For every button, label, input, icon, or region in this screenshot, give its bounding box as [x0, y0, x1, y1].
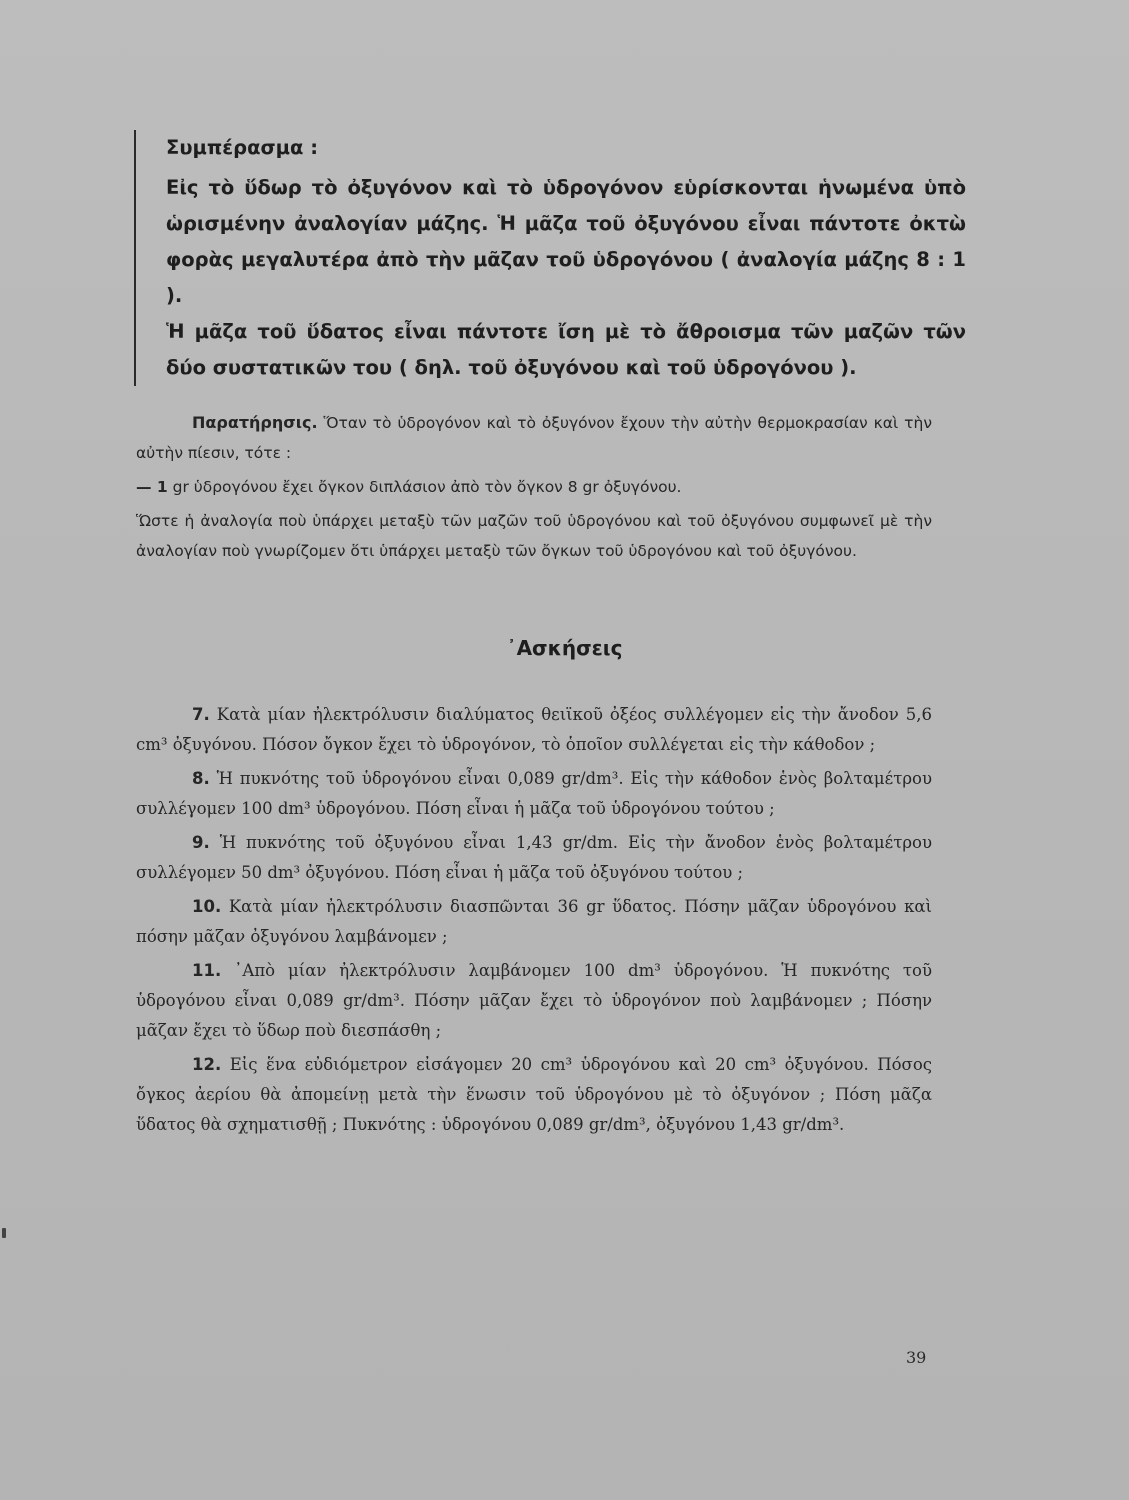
page-number: 39 [906, 1348, 927, 1367]
exercise-item [136, 1050, 932, 1140]
observation-line-2 [136, 472, 932, 502]
exercise-item [136, 700, 932, 760]
exercise-item [136, 764, 932, 824]
conclusion-paragraph-2: Ἡ μᾶζα τοῦ ὕδατος εἶναι πάντοτε ἴση μὲ τὸ ἄθροισμα τῶν μαζῶν τῶν δύο συστατικῶν του ( δηλ. τοῦ ὀξυγόνου καὶ τοῦ ὑδρογόνου ). [166, 320, 966, 379]
exercise-number: 8. [192, 769, 210, 788]
exercise-text: ᾿Απὸ μίαν ἠλεκτρόλυσιν λαμβάνομεν 100 dm³ ὑδρογόνου. Ἡ πυκνότης τοῦ ὑδρογόνου εἶναι 0,089 gr/dm³. Πόσην μᾶζαν ἔχει τὸ ὑδρογόνον ποὺ λαμβάνομεν ; Πόσην μᾶζαν ἔχει τὸ ὕδωρ ποὺ διεσπάσθη ; [136, 961, 932, 1040]
observation-text-3: Ὥστε ἡ ἀναλογία ποὺ ὑπάρχει μεταξὺ τῶν μαζῶν τοῦ ὑδρογόνου καὶ τοῦ ὀξυγόνου συμφωνεῖ μὲ τὴν ἀναλογίαν ποὺ γνωρίζομεν ὅτι ὑπάρχει μεταξὺ τῶν ὄγκων τοῦ ὑδρογόνου καὶ τοῦ ὀξυγόνου. [136, 512, 932, 560]
observation-label: Παρατήρησις. [192, 413, 318, 432]
exercises-list [136, 700, 932, 1144]
observation-line-2-prefix: — 1 [136, 478, 168, 496]
exercise-text: Εἰς ἕνα εὐδιόμετρον εἰσάγομεν 20 cm³ ὑδρογόνου καὶ 20 cm³ ὀξυγόνου. Πόσος ὄγκος ἀερίου θὰ ἀπομείνῃ μετὰ τὴν ἕνωσιν τοῦ ὑδρογόνου μὲ τὸ ὀξυγόνον ; Πόση μᾶζα ὕδατος θὰ σχηματισθῇ ; Πυκνότης : ὑδρογόνου 0,089 gr/dm³, ὀξυγόνου 1,43 gr/dm³. [136, 1055, 932, 1134]
exercise-text: Κατὰ μίαν ἠλεκτρόλυσιν διασπῶνται 36 gr ὕδατος. Πόσην μᾶζαν ὑδρογόνου καὶ πόσην μᾶζαν ὀξυγόνου λαμβάνομεν ; [136, 897, 932, 946]
exercise-number: 12. [192, 1055, 222, 1074]
exercise-item [136, 956, 932, 1046]
exercises-title: ᾿Ασκήσεις [506, 636, 623, 660]
exercise-number: 11. [192, 961, 222, 980]
exercise-number: 7. [192, 705, 210, 724]
exercise-text: Ἡ πυκνότης τοῦ ὀξυγόνου εἶναι 1,43 gr/dm. Εἰς τὴν ἄνοδον ἑνὸς βολταμέτρου συλλέγομεν 50 dm³ ὀξυγόνου. Πόση εἶναι ἡ μᾶζα τοῦ ὀξυγόνου τούτου ; [136, 833, 932, 882]
observation-text-1: Ὅταν τὸ ὑδρογόνον καὶ τὸ ὀξυγόνον ἔχουν τὴν αὐτὴν θερμοκρασίαν καὶ τὴν αὐτὴν πίεσιν, τότε : [136, 414, 932, 462]
exercise-text: Κατὰ μίαν ἠλεκτρόλυσιν διαλύματος θειϊκοῦ ὀξέος συλλέγομεν εἰς τὴν ἄνοδον 5,6 cm³ ὀξυγόνου. Πόσον ὄγκον ἔχει τὸ ὑδρογόνον, τὸ ὁποῖον συλλέγεται εἰς τὴν κάθοδον ; [136, 705, 932, 754]
exercise-number: 10. [192, 897, 222, 916]
observation-paragraph-1 [136, 408, 932, 468]
exercise-number: 9. [192, 833, 210, 852]
conclusion-paragraph-1: Εἰς τὸ ὕδωρ τὸ ὀξυγόνον καὶ τὸ ὑδρογόνον εὑρίσκονται ἡνωμένα ὑπὸ ὡρισμένην ἀναλογίαν μάζης. Ἡ μᾶζα τοῦ ὀξυγόνου εἶναι πάντοτε ὀκτὼ φορὰς μεγαλυτέρα ἀπὸ τὴν μᾶζαν τοῦ ὑδρογόνου ( ἀναλογία μάζης 8 : 1 ). [166, 176, 966, 307]
conclusion-heading: Συμπέρασμα : [166, 136, 318, 159]
observation-section [136, 408, 932, 566]
exercise-item [136, 828, 932, 888]
exercise-item [136, 892, 932, 952]
observation-line-2-rest: gr ὑδρογόνου ἔχει ὄγκον διπλάσιον ἀπὸ τὸν ὄγκον 8 gr ὀξυγόνου. [167, 478, 682, 496]
scan-speck [2, 1228, 6, 1238]
exercise-text: Ἡ πυκνότης τοῦ ὑδρογόνου εἶναι 0,089 gr/dm³. Εἰς τὴν κάθοδον ἑνὸς βολταμέτρου συλλέγομεν 100 dm³ ὑδρογόνου. Πόση εἶναι ἡ μᾶζα τοῦ ὑδρογόνου τούτου ; [136, 769, 932, 818]
conclusion-box [134, 130, 966, 386]
